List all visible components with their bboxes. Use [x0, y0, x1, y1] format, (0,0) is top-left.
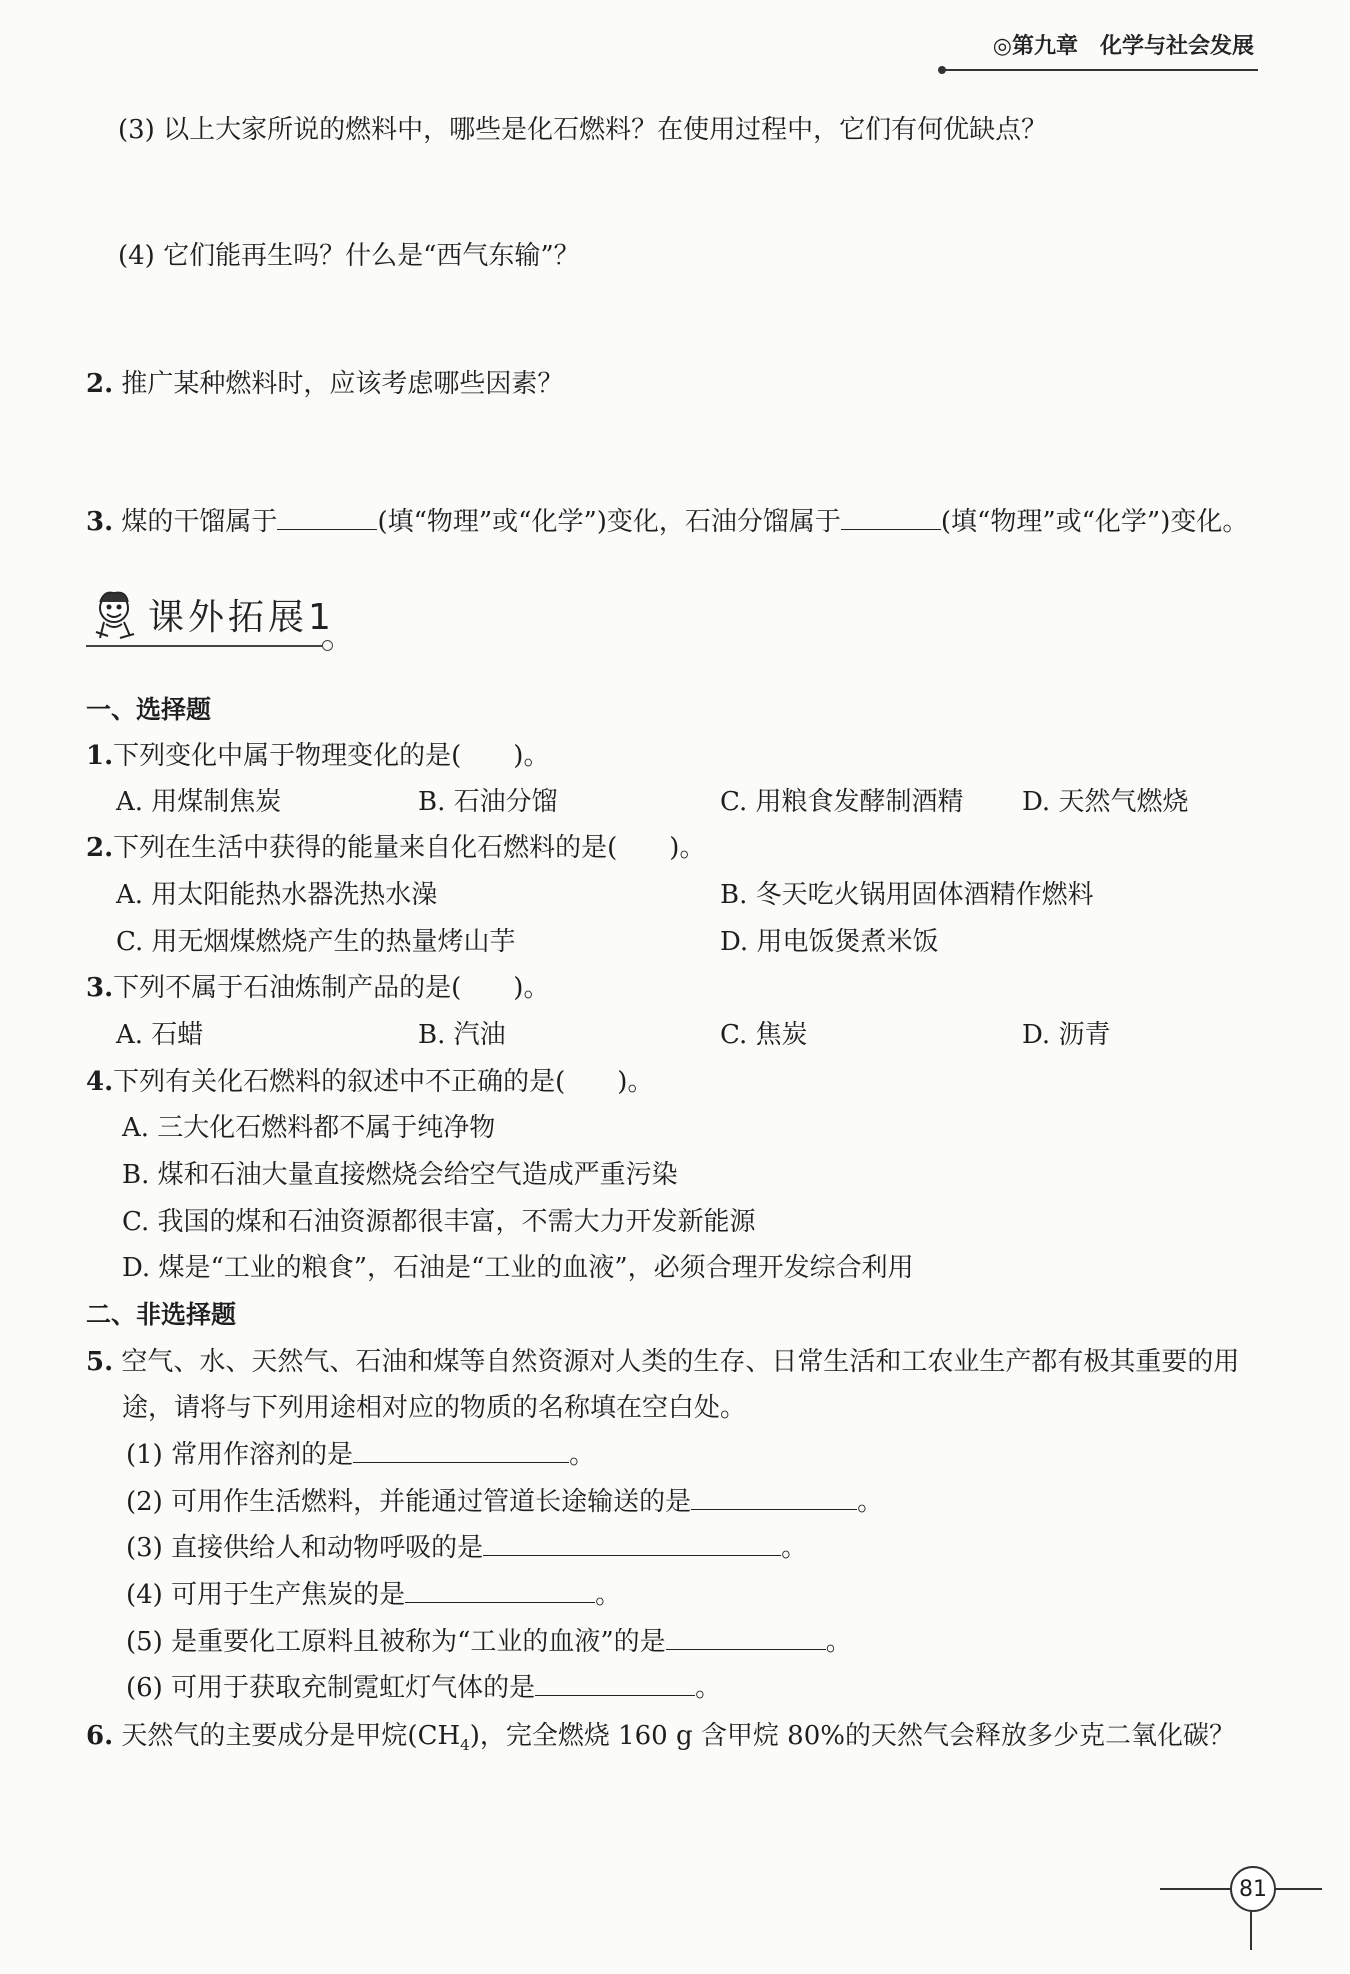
question-number: 4.	[86, 1067, 114, 1097]
sub-question-text: (3) 直接供给人和动物呼吸的是	[126, 1533, 484, 1563]
question-text: 空气、水、天然气、石油和煤等自然资源对人类的生存、日常生活和工农业生产都有极其重要的用	[121, 1347, 1240, 1377]
question-5-1	[126, 1437, 595, 1473]
option-c[interactable]: C. 用粮食发酵制酒精	[720, 787, 964, 817]
answer-blank[interactable]	[353, 1438, 569, 1463]
question-number: 2.	[86, 369, 114, 399]
option-b[interactable]: B. 汽油	[418, 1020, 506, 1050]
question-stem: 下列有关化石燃料的叙述中不正确的是( )。	[113, 1067, 654, 1097]
part1-heading: 一、选择题	[86, 695, 212, 724]
question-5-4	[126, 1577, 621, 1613]
sub-question-text: (1) 常用作溶剂的是	[126, 1440, 354, 1470]
sub-question-end: 。	[695, 1673, 722, 1703]
option-d[interactable]: D. 天然气燃烧	[1022, 787, 1189, 817]
sub-question-end: 。	[569, 1440, 596, 1470]
mc-question-4	[86, 1064, 653, 1100]
page-number: 81	[1230, 1866, 1276, 1912]
option-d[interactable]: D. 沥青	[1022, 1020, 1111, 1050]
answer-blank[interactable]	[277, 505, 377, 530]
option-d[interactable]: D. 用电饭煲煮米饭	[720, 927, 939, 957]
question-5-line2: 途，请将与下列用途相对应的物质的名称填在空白处。	[122, 1393, 747, 1423]
sub-question-end: 。	[595, 1580, 622, 1610]
subscript: 4	[460, 1736, 470, 1755]
question-text: (填“物理”或“化学”)变化。	[940, 507, 1249, 537]
question-2	[86, 366, 563, 402]
option-b[interactable]: B. 冬天吃火锅用固体酒精作燃料	[720, 880, 1094, 910]
question-number: 3.	[86, 973, 114, 1003]
question-number: 1.	[86, 741, 114, 771]
mc-question-2	[86, 830, 705, 866]
question-1-4: (4) 它们能再生吗？什么是“西气东输”？	[118, 241, 580, 271]
page-number-rule-right	[1274, 1888, 1322, 1890]
page-number-rule-down	[1250, 1910, 1252, 1950]
cartoon-mascot-icon	[88, 588, 144, 644]
option-a[interactable]: A. 石蜡	[116, 1020, 204, 1050]
question-5-6	[126, 1670, 721, 1706]
answer-blank[interactable]	[483, 1531, 781, 1556]
option-c[interactable]: C. 我国的煤和石油资源都很丰富，不需大力开发新能源	[122, 1207, 756, 1237]
option-a[interactable]: A. 三大化石燃料都不属于纯净物	[122, 1113, 496, 1143]
sub-question-text: (6) 可用于获取充制霓虹灯气体的是	[126, 1673, 536, 1703]
question-5	[86, 1344, 1239, 1380]
sub-question-text: (5) 是重要化工原料且被称为“工业的血液”的是	[126, 1627, 666, 1657]
question-5-3	[126, 1530, 807, 1566]
answer-blank[interactable]	[691, 1485, 857, 1510]
answer-blank[interactable]	[841, 505, 941, 530]
mc-question-3	[86, 970, 549, 1006]
option-a[interactable]: A. 用太阳能热水器洗热水澡	[116, 880, 438, 910]
question-stem: 下列不属于石油炼制产品的是( )。	[113, 973, 550, 1003]
option-c[interactable]: C. 用无烟煤燃烧产生的热量烤山芋	[116, 927, 516, 957]
question-text: (填“物理”或“化学”)变化，石油分馏属于	[377, 507, 841, 537]
sub-question-text: (4) 可用于生产焦炭的是	[126, 1580, 406, 1610]
question-text: )，完全燃烧 160 g 含甲烷 80%的天然气会释放多少克二氧化碳？	[469, 1721, 1235, 1751]
answer-blank[interactable]	[666, 1625, 826, 1650]
answer-blank[interactable]	[405, 1578, 595, 1603]
question-text: 天然气的主要成分是甲烷(CH	[121, 1721, 461, 1751]
question-5-5	[126, 1624, 852, 1660]
option-b[interactable]: B. 煤和石油大量直接燃烧会给空气造成严重污染	[122, 1160, 678, 1190]
page-number-rule-left	[1160, 1888, 1230, 1890]
question-number: 3.	[86, 507, 114, 537]
sub-question-text: (2) 可用作生活燃料，并能通过管道长途输送的是	[126, 1487, 692, 1517]
part2-heading: 二、非选择题	[86, 1300, 237, 1329]
question-5-2	[126, 1484, 883, 1520]
question-number: 2.	[86, 833, 114, 863]
question-text: 推广某种燃料时，应该考虑哪些因素？	[121, 369, 564, 399]
option-c[interactable]: C. 焦炭	[720, 1020, 808, 1050]
section-rule	[86, 645, 326, 647]
option-d[interactable]: D. 煤是“工业的粮食”，石油是“工业的血液”，必须合理开发综合利用	[122, 1253, 914, 1283]
mc-question-1	[86, 738, 549, 774]
option-a[interactable]: A. 用煤制焦炭	[116, 787, 282, 817]
question-6	[86, 1718, 1235, 1763]
question-3	[86, 504, 1248, 540]
section-title: 课外拓展1	[148, 597, 335, 638]
question-text: 煤的干馏属于	[121, 507, 278, 537]
question-stem: 下列在生活中获得的能量来自化石燃料的是( )。	[113, 833, 706, 863]
chapter-header: ◎第九章 化学与社会发展	[992, 34, 1254, 59]
sub-question-end: 。	[825, 1627, 852, 1657]
header-rule	[942, 69, 1258, 71]
question-1-3: (3) 以上大家所说的燃料中，哪些是化石燃料？在使用过程中，它们有何优缺点？	[118, 115, 1048, 145]
question-number: 5.	[86, 1347, 114, 1377]
answer-blank[interactable]	[535, 1671, 695, 1696]
option-b[interactable]: B. 石油分馏	[418, 787, 558, 817]
question-number: 6.	[86, 1721, 114, 1751]
sub-question-end: 。	[781, 1533, 808, 1563]
question-stem: 下列变化中属于物理变化的是( )。	[113, 741, 550, 771]
sub-question-end: 。	[857, 1487, 884, 1517]
section-rule-end	[322, 640, 333, 651]
